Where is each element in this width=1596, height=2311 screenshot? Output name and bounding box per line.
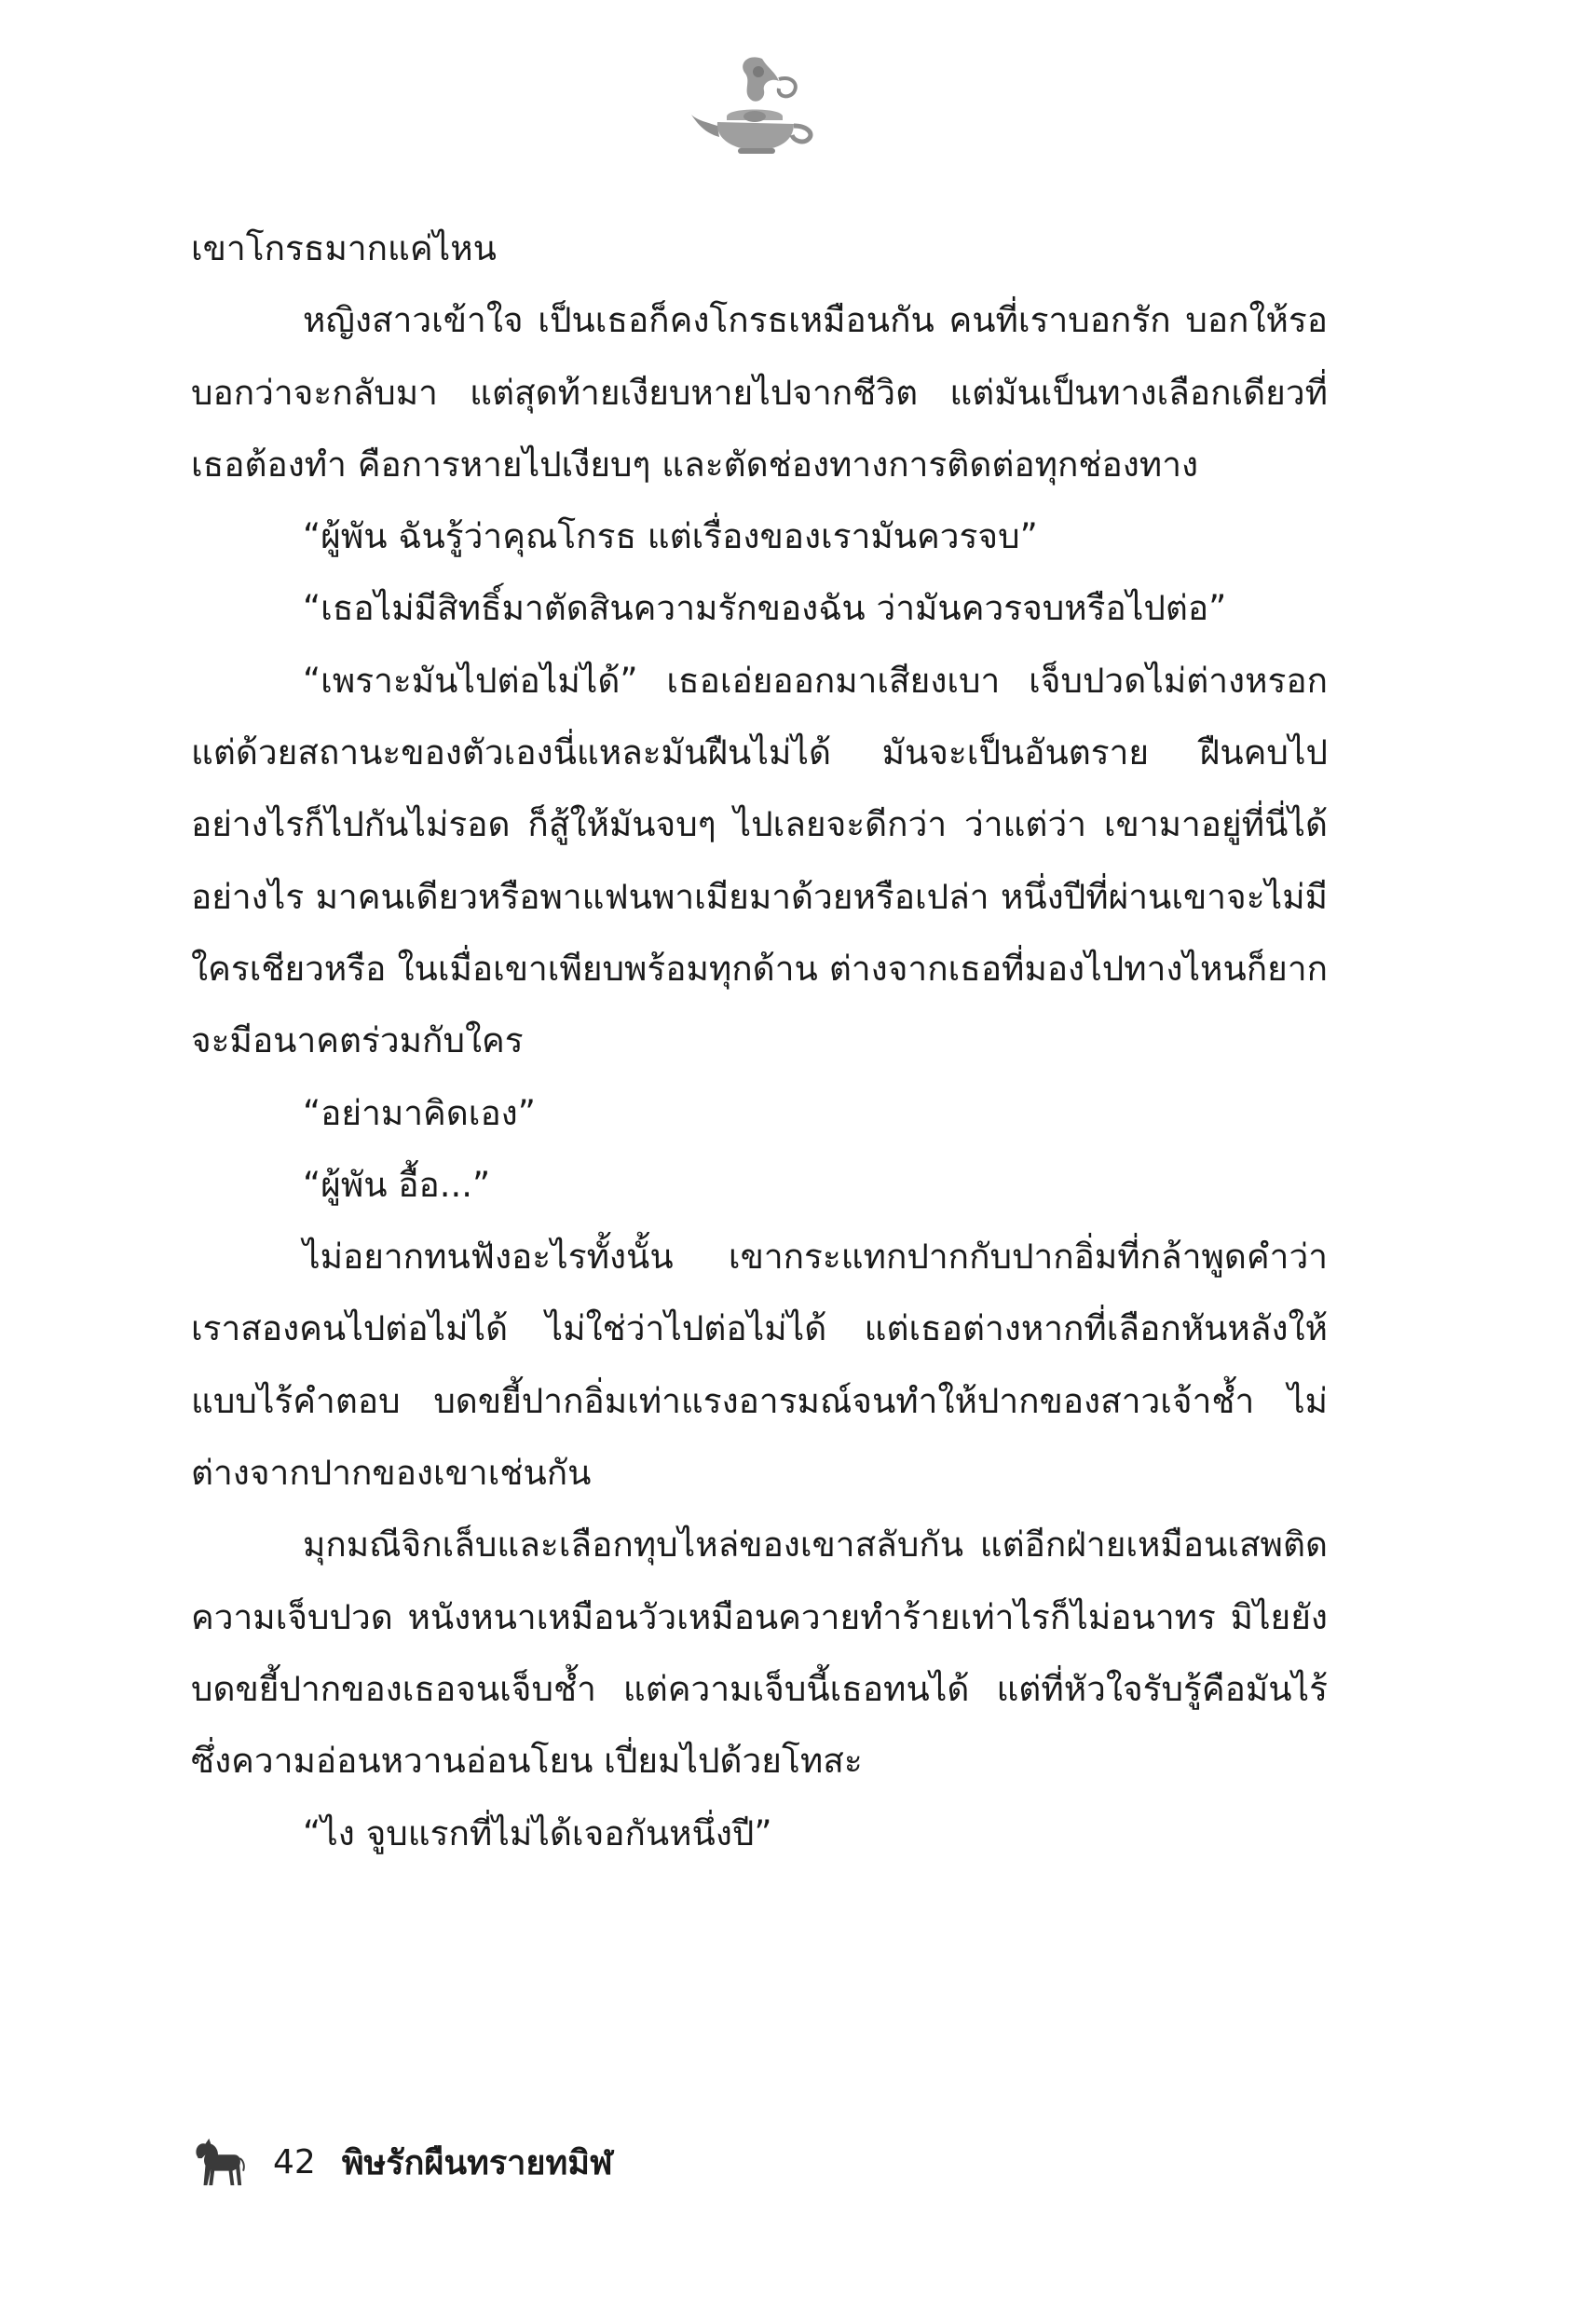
page-number: 42 bbox=[273, 2142, 316, 2181]
paragraph: “ผู้พัน อื้อ...” bbox=[303, 1164, 491, 1205]
page-footer bbox=[191, 2129, 613, 2195]
paragraph: หญิงสาวเข้าใจ เป็นเธอก็คงโกรธเหมือนกัน คนที่เราบอกรัก บอกให้รอ บอกว่าจะกลับมา แต่สุดท้ายเงียบหายไปจากชีวิต แต่มันเป็นทางเลือกเดียวที่เธอต้องทำ คือการหายไปเงียบๆ และตัดช่องทางการติดต่อทุกช่องทาง bbox=[191, 300, 1328, 485]
paragraph: “อย่ามาคิดเอง” bbox=[303, 1092, 536, 1133]
paragraph: เขาโกรธมากแค่ไหน bbox=[191, 228, 497, 268]
paragraph: มุกมณีจิกเล็บและเลือกทุบไหล่ของเขาสลับกัน แต่อีกฝ่ายเหมือนเสพติดความเจ็บปวด หนังหนาเหมือนวัวเหมือนควายทำร้ายเท่าไรก็ไม่อนาทร มิไยยังบดขยี้ปากของเธอจนเจ็บช้ำ แต่ความเจ็บนี้เธอทนได้ แต่ที่หัวใจรับรู้คือมันไร้ซึ่งความอ่อนหวานอ่อนโยน เปี่ยมไปด้วยโทสะ bbox=[191, 1525, 1328, 1782]
paragraph: “เธอไม่มีสิทธิ์มาตัดสินความรักของฉัน ว่ามันควรจบหรือไปต่อ” bbox=[303, 588, 1227, 629]
paragraph: “ผู้พัน ฉันรู้ว่าคุณโกรธ แต่เรื่องของเรามันควรจบ” bbox=[303, 516, 1038, 557]
story-body bbox=[191, 212, 1328, 1869]
book-title: พิษรักผืนทรายทมิฬ bbox=[341, 2143, 613, 2182]
paragraph: “ไง จูบแรกที่ไม่ได้เจอกันหนึ่งปี” bbox=[303, 1812, 772, 1853]
horse-icon bbox=[191, 2134, 245, 2190]
paragraph: “เพราะมันไปต่อไม่ได้” เธอเอ่ยออกมาเสียงเบา เจ็บปวดไม่ต่างหรอก แต่ด้วยสถานะของตัวเองนี่แหละมันฝืนไม่ได้ มันจะเป็นอันตราย ฝืนคบไปอย่างไรก็ไปกันไม่รอด ก็สู้ให้มันจบๆ ไปเลยจะดีกว่า ว่าแต่ว่า เขามาอยู่ที่นี่ได้อย่างไร มาคนเดียวหรือพาแฟนพาเมียมาด้วยหรือเปล่า หนึ่งปีที่ผ่านเขาจะไม่มีใครเชียวหรือ ในเมื่อเขาเพียบพร้อมทุกด้าน ต่างจากเธอที่มองไปทางไหนก็ยากจะมีอนาคตร่วมกับใคร bbox=[191, 660, 1328, 1061]
genie-lamp-icon bbox=[689, 51, 820, 163]
paragraph: ไม่อยากทนฟังอะไรทั้งนั้น เขากระแทกปากกับปากอิ่มที่กล้าพูดคำว่าเราสองคนไปต่อไม่ได้ ไม่ใช่ว่าไปต่อไม่ได้ แต่เธอต่างหากที่เลือกหันหลังให้แบบไร้คำตอบ บดขยี้ปากอิ่มเท่าแรงอารมณ์จนทำให้ปากของสาวเจ้าช้ำ ไม่ต่างจากปากของเขาเช่นกัน bbox=[191, 1237, 1328, 1494]
